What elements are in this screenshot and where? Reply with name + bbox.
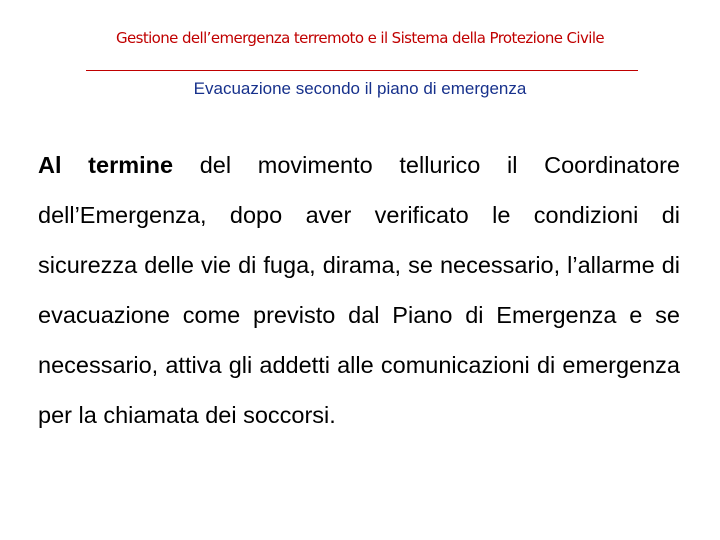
section-subtitle: Evacuazione secondo il piano di emergenza (193, 79, 527, 98)
body-main-text: del movimento tellurico il Coordinatore dell’Emergenza, dopo aver verificato le condizioni di sicurezza delle vie di fuga, dirama, se necessario, l’allarme di evacuazione come previsto dal Piano di Emergenza e se necessario, attiva gli addetti alle comunicazioni di emergenza per la chiamata dei soccorsi. (38, 152, 680, 428)
header-divider (86, 70, 638, 71)
body-paragraph (38, 140, 680, 440)
header-title: Gestione dell’emergenza terremoto e il Sistema della Protezione Civile (115, 29, 605, 47)
body-lead-text: Al termine (38, 152, 174, 178)
